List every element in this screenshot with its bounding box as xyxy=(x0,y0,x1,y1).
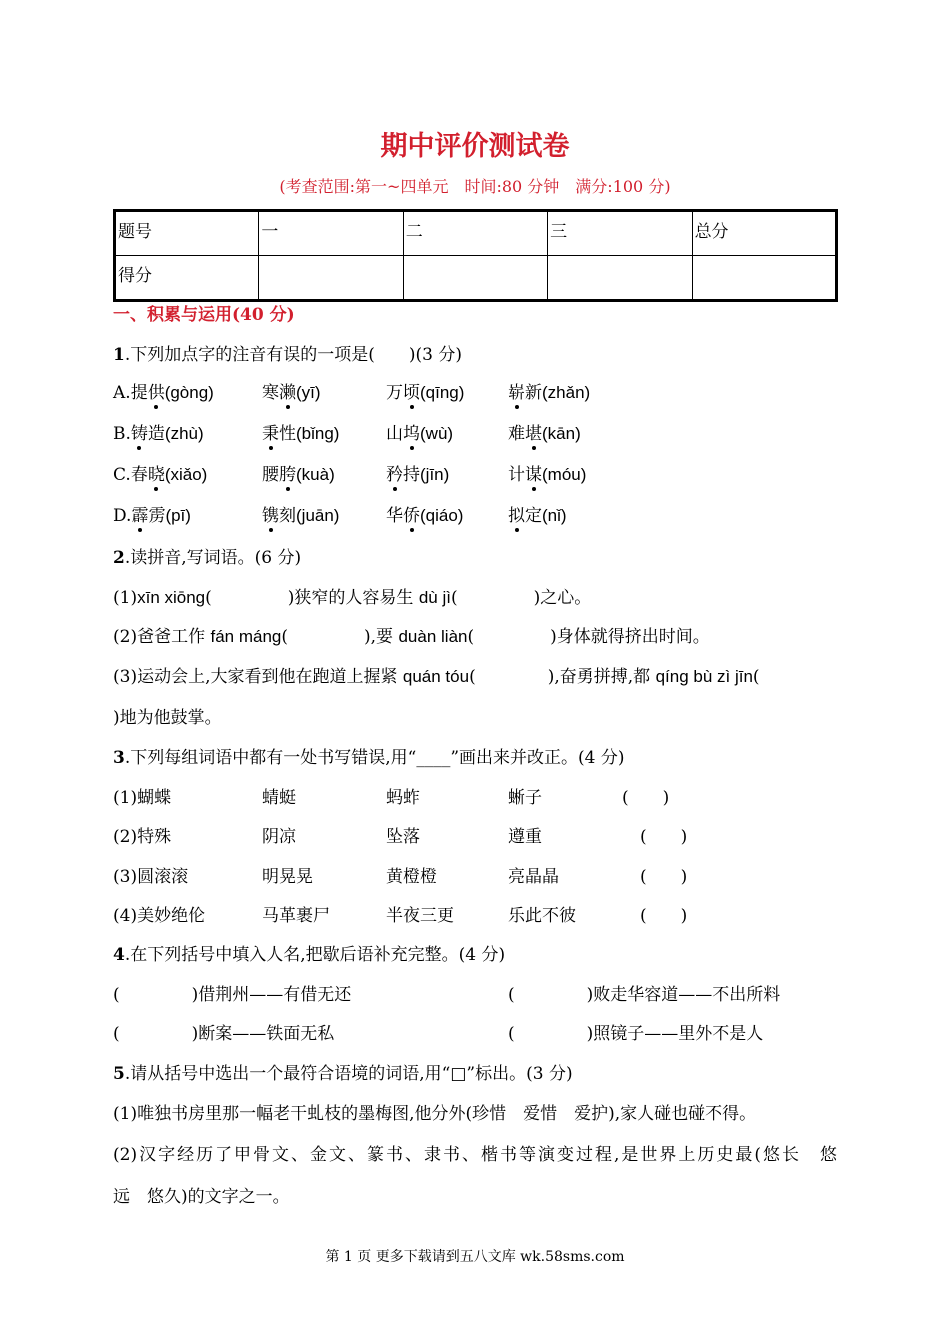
word-group-item: 蜥子 xyxy=(508,788,542,808)
pinyin: (bǐng) xyxy=(296,424,340,443)
correction-blank: ( ) xyxy=(640,906,688,926)
word-group-item: 半夜三更 xyxy=(386,906,454,926)
pinyin: quán tóu xyxy=(402,667,470,686)
dotted-char: 谋 xyxy=(525,460,542,485)
word-char: 春 xyxy=(130,465,148,485)
score-header-cell: 一 xyxy=(259,211,403,256)
dotted-char: 秉 xyxy=(262,419,279,444)
option-word xyxy=(386,378,464,403)
word-char: 计 xyxy=(508,465,525,485)
dotted-char: 坞 xyxy=(403,419,420,444)
text: (3)运动会上,大家看到他在跑道上握紧 xyxy=(113,667,403,687)
text: ( xyxy=(450,588,458,608)
word-group-item: 蜻蜓 xyxy=(262,788,296,808)
word-char: 定 xyxy=(525,506,542,526)
option-word xyxy=(262,419,339,444)
question-5-line-3: 远 悠久)的文字之一。 xyxy=(113,1187,290,1207)
question-2-stem xyxy=(113,543,301,568)
pinyin: (yī) xyxy=(296,383,321,402)
proverb-item xyxy=(508,980,780,1005)
text: ( xyxy=(113,985,120,1005)
word-group-item: 蚂蚱 xyxy=(386,788,420,808)
word-group-item: (1)蝴蝶 xyxy=(113,788,172,808)
word-char: 华 xyxy=(386,506,403,526)
score-cell xyxy=(259,256,403,301)
question-2-line-4: )地为他鼓掌。 xyxy=(113,708,222,728)
pinyin: (xiǎo) xyxy=(164,465,208,484)
pinyin: (gòng) xyxy=(164,383,214,402)
dotted-char: 胯 xyxy=(279,460,296,485)
pinyin: (kuà) xyxy=(296,465,335,484)
option-label: C. xyxy=(113,465,131,485)
score-table-score-row xyxy=(115,256,837,301)
option-label: A. xyxy=(113,383,131,403)
word-char: 刻 xyxy=(279,506,296,526)
dotted-char: 侨 xyxy=(403,501,420,526)
word-char: 持 xyxy=(403,465,420,485)
option-label: D. xyxy=(113,506,132,526)
option-word xyxy=(508,419,581,444)
text: ),奋勇拼搏,都 xyxy=(547,667,656,687)
exam-scope: (考查范围:第一~四单元 时间:80 分钟 满分:100 分) xyxy=(279,177,671,196)
proverb-item xyxy=(113,980,351,1005)
option-word xyxy=(113,460,207,485)
pinyin: qíng bù zì jīn xyxy=(655,667,753,686)
word-group-item: (3)圆滚滚 xyxy=(113,867,189,887)
word-group-item: (2)特殊 xyxy=(113,827,172,847)
text: )照镜子——里外不是人 xyxy=(586,1024,764,1044)
dotted-char: 镌 xyxy=(262,501,279,526)
text: (2)爸爸工作 xyxy=(113,627,211,647)
question-text: .请从括号中选出一个最符合语境的词语,用“□”标出。(3 分) xyxy=(124,1064,573,1084)
pinyin: (zhù) xyxy=(164,424,204,443)
word-group-item: 乐此不彼 xyxy=(508,906,576,926)
option-word xyxy=(386,501,463,526)
text: ( xyxy=(113,1024,120,1044)
dotted-char: 矜 xyxy=(386,460,403,485)
word-char: 腰 xyxy=(262,465,279,485)
word-group-item: (4)美妙绝伦 xyxy=(113,906,206,926)
text: ( xyxy=(752,667,760,687)
word-char: 提 xyxy=(130,383,148,403)
dotted-char: 铸 xyxy=(131,419,148,444)
word-char: 造 xyxy=(147,424,165,444)
question-text: .读拼音,写词语。(6 分) xyxy=(124,548,302,568)
word-group-item: 马革裹尸 xyxy=(262,906,330,926)
text: )之心。 xyxy=(533,588,592,608)
question-4-stem xyxy=(113,940,505,965)
question-number: 1 xyxy=(113,345,125,365)
proverb-item xyxy=(508,1019,763,1044)
text: )败走华容道——不出所料 xyxy=(586,985,781,1005)
correction-blank: ( ) xyxy=(640,867,688,887)
option-word xyxy=(386,460,449,485)
correction-blank: ( ) xyxy=(622,788,670,808)
text: )狭窄的人容易生 xyxy=(287,588,419,608)
word-char: 难 xyxy=(508,424,525,444)
question-text: .在下列括号中填入人名,把歇后语补充完整。(4 分) xyxy=(124,945,506,965)
option-word xyxy=(262,460,335,485)
score-table xyxy=(113,209,838,302)
pinyin: (móu) xyxy=(542,465,587,484)
text: ( xyxy=(508,985,515,1005)
pinyin: (qīng) xyxy=(420,383,465,402)
dotted-char: 崭 xyxy=(508,378,525,403)
word-group-item: 黄橙橙 xyxy=(386,867,437,887)
text: )断案——铁面无私 xyxy=(191,1024,335,1044)
dotted-char: 堪 xyxy=(525,419,542,444)
score-cell xyxy=(403,256,547,301)
dotted-char: 霹 xyxy=(131,501,148,526)
pinyin: (kān) xyxy=(542,424,581,443)
word-group-item: 坠落 xyxy=(386,827,420,847)
dotted-char: 晓 xyxy=(148,460,165,485)
pinyin: (pī) xyxy=(165,506,191,525)
question-5-stem xyxy=(113,1059,573,1084)
word-char: 新 xyxy=(525,383,542,403)
word-char: 雳 xyxy=(148,506,166,526)
text: ( xyxy=(205,588,212,608)
word-group-item: 遵重 xyxy=(508,827,542,847)
word-group-item: 明晃晃 xyxy=(262,867,313,887)
option-word xyxy=(508,501,567,526)
section-heading: 一、积累与运用(40 分) xyxy=(113,305,295,325)
text: ( xyxy=(281,627,289,647)
option-word xyxy=(262,378,321,403)
question-2-line-3 xyxy=(113,662,760,687)
page-title: 期中评价测试卷 xyxy=(380,131,570,162)
proverb-item xyxy=(113,1019,334,1044)
question-5-line-2: (2)汉字经历了甲骨文、金文、篆书、隶书、楷书等演变过程,是世界上历史最(悠长 悠 xyxy=(113,1145,837,1165)
option-label: B. xyxy=(113,424,131,444)
option-word xyxy=(113,501,191,526)
question-1-stem xyxy=(113,340,462,365)
pinyin: (jīn) xyxy=(420,465,450,484)
page-footer: 第 1 页 更多下载请到五八文库 wk.58sms.com xyxy=(325,1249,625,1265)
option-word xyxy=(386,419,453,444)
text: ( xyxy=(469,667,476,687)
pinyin: duàn liàn xyxy=(398,627,468,646)
pinyin: fán máng xyxy=(210,627,282,646)
word-char: 寒 xyxy=(262,383,279,403)
question-2-line-1 xyxy=(113,583,591,608)
dotted-char: 顷 xyxy=(403,378,420,403)
question-2-line-2 xyxy=(113,622,710,647)
pinyin: (qiáo) xyxy=(420,506,464,525)
pinyin: xīn xiōng xyxy=(137,588,206,607)
word-char: 性 xyxy=(279,424,296,444)
question-5-line-1: (1)唯独书房里那一幅老干虬枝的墨梅图,他分外(珍惜 爱惜 爱护),家人碰也碰不得。 xyxy=(113,1104,757,1124)
word-group-item: 阴凉 xyxy=(262,827,296,847)
pinyin: (nǐ) xyxy=(542,506,567,525)
option-word xyxy=(113,378,214,403)
pinyin: (juān) xyxy=(296,506,340,525)
word-char: 万 xyxy=(386,383,403,403)
option-word xyxy=(113,419,204,444)
text: ),要 xyxy=(364,627,399,647)
question-number: 5 xyxy=(113,1064,125,1084)
score-header-cell: 二 xyxy=(403,211,547,256)
text: )借荆州——有借无还 xyxy=(191,985,352,1005)
dotted-char: 濑 xyxy=(279,378,296,403)
option-word xyxy=(262,501,339,526)
text: )身体就得挤出时间。 xyxy=(550,627,710,647)
score-header-cell: 总分 xyxy=(692,211,836,256)
correction-blank: ( ) xyxy=(640,827,688,847)
pinyin: (wù) xyxy=(420,424,454,443)
question-number: 2 xyxy=(113,548,125,568)
score-row-label: 得分 xyxy=(115,256,259,301)
question-number: 4 xyxy=(113,945,125,965)
word-group-item: 亮晶晶 xyxy=(508,867,559,887)
option-word xyxy=(508,460,586,485)
text: ( xyxy=(467,627,475,647)
score-cell xyxy=(548,256,692,301)
question-text: .下列每组词语中都有一处书写错误,用“____”画出来并改正。(4 分) xyxy=(124,748,625,768)
pinyin: (zhǎn) xyxy=(542,383,591,402)
dotted-char: 供 xyxy=(148,378,165,403)
text: ( xyxy=(508,1024,515,1044)
dotted-char: 拟 xyxy=(508,501,525,526)
score-cell xyxy=(692,256,836,301)
question-3-stem xyxy=(113,743,625,768)
option-word xyxy=(508,378,590,403)
pinyin: dù jì xyxy=(418,588,451,607)
text: (1) xyxy=(113,588,138,608)
word-char: 山 xyxy=(386,424,403,444)
score-table-header-row xyxy=(115,211,837,256)
score-header-cell: 三 xyxy=(548,211,692,256)
question-text: .下列加点字的注音有误的一项是( )(3 分) xyxy=(124,345,462,365)
question-number: 3 xyxy=(113,748,125,768)
score-header-cell: 题号 xyxy=(115,211,259,256)
